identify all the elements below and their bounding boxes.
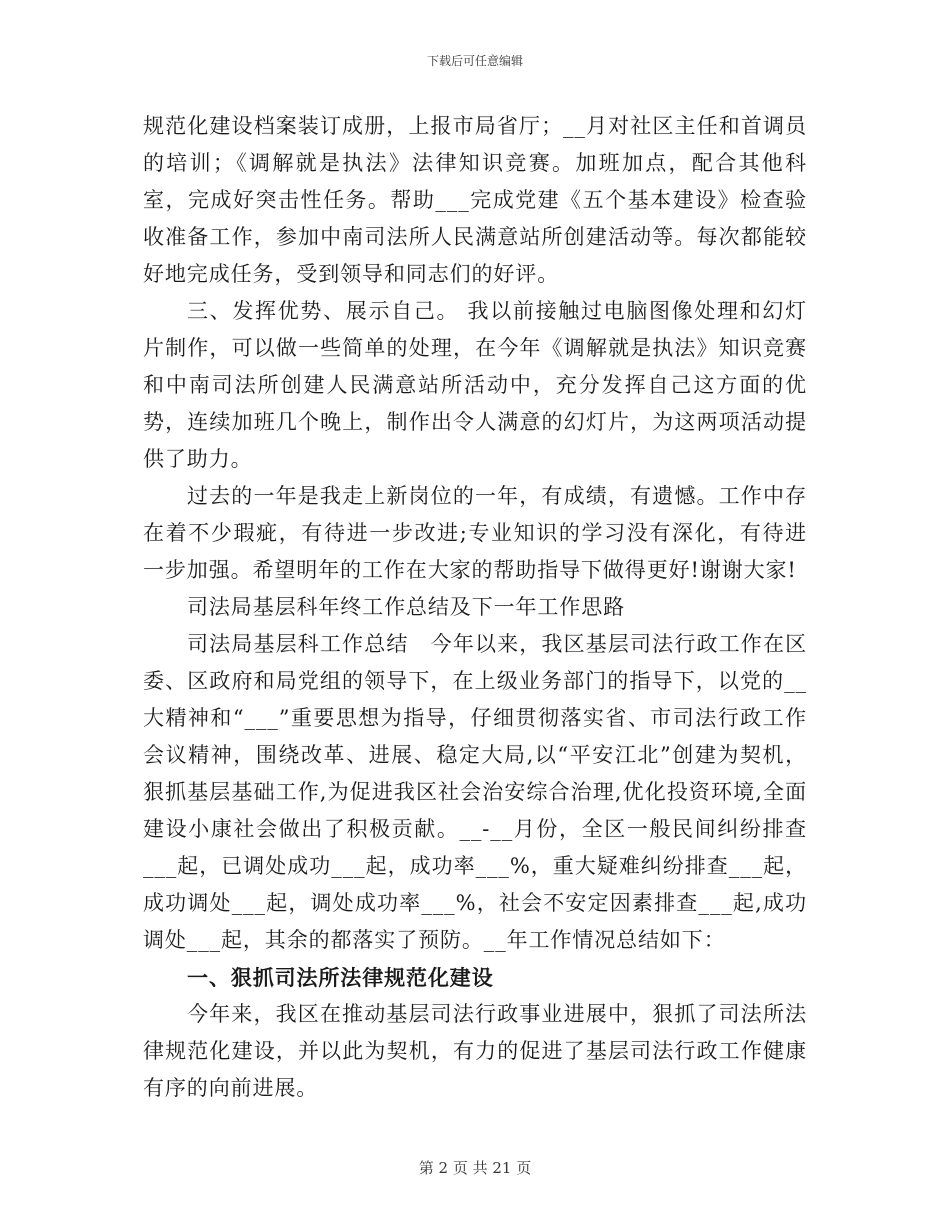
paragraph-summary: 司法局基层科工作总结 今年以来，我区基层司法行政工作在区委、区政府和局党组的领导下，在上级业务部门的指导下，以党的__大精神和“___”重要思想为指导，仔细贯彻落实省、市司法行政工作会议精神，围绕改革、进展、稳定大局,以“平安江北”创建为契机，狠抓基层基础工作,为促进我区社会治安综合治理,优化投资环境,全面建设小康社会做出了积极贡献。__-__月份，全区一般民间纠纷排查___起，已调处成功___起，成功率___%，重大疑难纠纷排查___起，成功调处___起，调处成功率___%，社会不安定因素排查___起,成功调处___起，其余的都落实了预防。__年工作情况总结如下： [143, 632, 807, 952]
paragraph-section-three: 三、发挥优势、展示自己。 我以前接触过电脑图像处理和幻灯片制作，可以做一些简单的处理，在今年《调解就是执法》知识竞赛和中南司法所创建人民满意站所活动中，充分发挥自己这方面的优势，连续加班几个晚上，制作出令人满意的幻灯片，为这两项活动提供了助力。 [143, 299, 807, 471]
paragraph-continuation: 规范化建设档案装订成册，上报市局省厅；__月对社区主任和首调员的培训；《调解就是执法》法律知识竞赛。加班加点，配合其他科室，完成好突击性任务。帮助___完成党建《五个基本建设》检查验收准备工作，参加中南司法所人民满意站所创建活动等。每次都能较好地完成任务，受到领导和同志们的好评。 [143, 114, 807, 286]
section-heading: 一、狠抓司法所法律规范化建设 [187, 965, 494, 990]
document-body [143, 108, 807, 1107]
page-header: 下载后可任意编辑 [426, 54, 523, 68]
page-footer: 第 2 页 共 21 页 [418, 1159, 532, 1177]
document-title: 司法局基层科年终工作总结及下一年工作思路 [187, 595, 625, 619]
paragraph-closing: 过去的一年是我走上新岗位的一年，有成绩，有遗憾。工作中存在着不少瑕疵，有待进一步改进;专业知识的学习没有深化，有待进一步加强。希望明年的工作在大家的帮助指导下做得更好!谢谢大家! [143, 484, 807, 582]
paragraph-section-one: 今年来，我区在推动基层司法行政事业进展中，狠抓了司法所法律规范化建设，并以此为契机，有力的促进了基层司法行政工作健康有序的向前进展。 [143, 1002, 807, 1100]
